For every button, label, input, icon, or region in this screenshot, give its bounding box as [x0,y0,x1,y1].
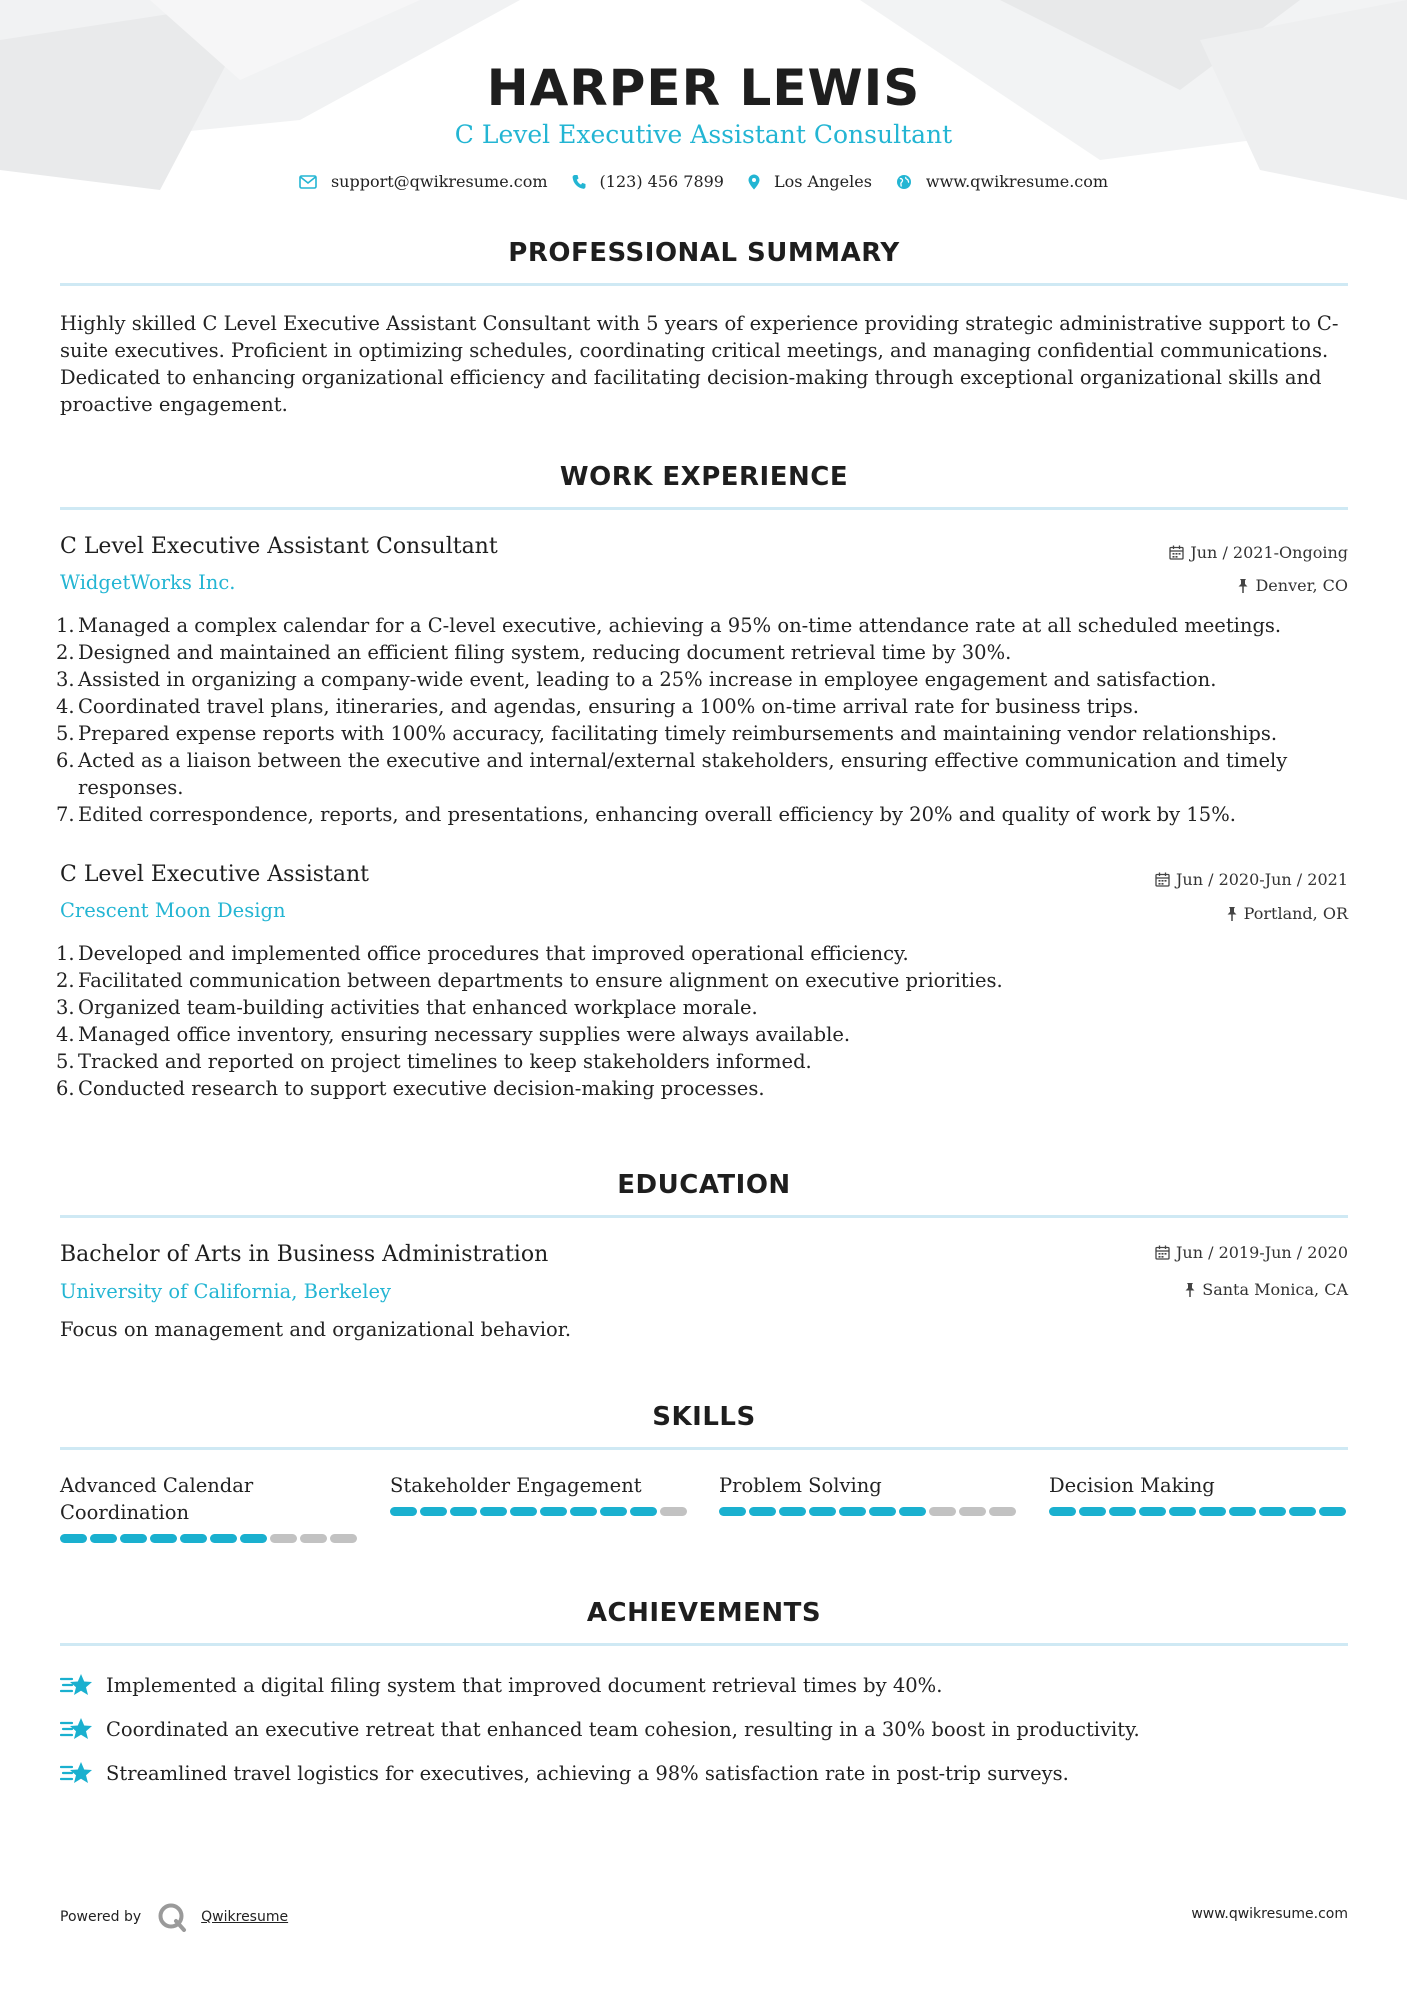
skill-level-segment [150,1534,177,1543]
shooting-star-icon [60,1715,94,1743]
list-item: 3. Organized team-building activities that enhanced workplace morale. [56,996,758,1019]
achievement-item [60,1759,1069,1787]
job-dates-text: Jun / 2020-Jun / 2021 [1175,870,1348,889]
list-item: 1. Developed and implemented office procedures that improved operational efficiency. [56,942,909,965]
job-duties-list [56,940,1348,1102]
skill-level-segment [600,1507,627,1516]
skill-level-segment [719,1507,746,1516]
education-note: Focus on management and organizational behavior. [60,1318,572,1341]
summary-divider [60,283,1348,286]
qwikresume-link[interactable]: Qwikresume [201,1909,289,1925]
footer-website[interactable]: www.qwikresume.com [1191,1906,1348,1922]
achievement-text: Coordinated an executive retreat that enhanced team cohesion, resulting in a 30% boost in productivity. [106,1717,1140,1741]
contact-location [748,172,872,191]
list-item: 6. Acted as a liaison between the executive and internal/external stakeholders, ensuring effective communication and timely responses. [56,749,1288,799]
job-dates-text: Jun / 2021-Ongoing [1190,543,1348,562]
summary-text: Highly skilled C Level Executive Assistant Consultant with 5 years of experience providing strategic administrative support to C-suite executives. Proficient in optimizing schedules, coordinating critical meetings, and managing confidential communications. Dedicated to enhancing organizational efficiency and facilitating decision-making through exceptional organizational skills and proactive engagement. [60,312,1339,416]
education-divider [60,1215,1348,1218]
job-location [1237,576,1348,595]
phone-text: (123) 456 7899 [599,172,724,191]
qwikresume-logo-icon [157,1902,187,1932]
company-name: Crescent Moon Design [60,899,286,922]
skill-level-segment [330,1534,357,1543]
skill-level-bar [1049,1507,1349,1516]
job-dates [1155,870,1348,889]
skill-level-segment [1199,1507,1226,1516]
skill-level-bar [719,1507,1019,1516]
skill-level-segment [120,1534,147,1543]
skill-level-bar [390,1507,690,1516]
summary-heading: PROFESSIONAL SUMMARY [508,238,900,268]
email-text: support@qwikresume.com [330,172,548,191]
skill-level-segment [390,1507,417,1516]
skill-level-segment [540,1507,567,1516]
skill-name: Stakeholder Engagement [390,1474,642,1497]
duty-text: Coordinated travel plans, itineraries, and agendas, ensuring a 100% on-time arrival rate for business trips. [78,695,1139,718]
list-item: 7. Edited correspondence, reports, and presentations, enhancing overall efficiency by 20% and quality of work by 15%. [56,803,1236,826]
duty-text: Assisted in organizing a company-wide event, leading to a 25% increase in employee engagement and satisfaction. [78,668,1217,691]
skill-level-segment [510,1507,537,1516]
contact-bar [0,172,1407,191]
skill-level-segment [959,1507,986,1516]
job-title: C Level Executive Assistant [60,862,369,887]
skill-level-segment [570,1507,597,1516]
skill-level-segment [1229,1507,1256,1516]
skill-item [390,1472,690,1516]
skill-level-segment [929,1507,956,1516]
pushpin-icon [1226,906,1238,922]
calendar-icon [1155,1245,1170,1260]
skill-level-segment [1319,1507,1346,1516]
list-item: 5. Prepared expense reports with 100% accuracy, facilitating timely reimbursements and maintaining vendor relationships. [56,722,1278,745]
list-item: 4. Managed office inventory, ensuring necessary supplies were always available. [56,1023,851,1046]
skill-level-segment [630,1507,657,1516]
duty-text: Facilitated communication between departments to ensure alignment on executive priorities. [78,969,1003,992]
experience-divider [60,507,1348,510]
school-name: University of California, Berkeley [60,1280,392,1303]
skill-level-segment [809,1507,836,1516]
duty-text: Developed and implemented office procedures that improved operational efficiency. [78,942,909,965]
contact-phone[interactable] [572,172,724,191]
job-location-text: Denver, CO [1255,576,1348,595]
achievement-text: Streamlined travel logistics for executives, achieving a 98% satisfaction rate in post-trip surveys. [106,1761,1069,1785]
achievement-item [60,1715,1140,1743]
skill-level-segment [1079,1507,1106,1516]
globe-icon [896,174,912,190]
skills-divider [60,1447,1348,1450]
skill-level-segment [180,1534,207,1543]
achievement-item [60,1671,942,1699]
website-text: www.qwikresume.com [925,172,1109,191]
achievements-heading: ACHIEVEMENTS [586,1598,822,1628]
job-location-text: Portland, OR [1243,904,1348,923]
skill-name: Decision Making [1049,1474,1215,1497]
skill-level-segment [60,1534,87,1543]
skill-level-segment [899,1507,926,1516]
duty-text: Designed and maintained an efficient filing system, reducing document retrieval time by 30%. [78,641,1012,664]
footer-powered-by [60,1902,288,1932]
skill-level-segment [1259,1507,1286,1516]
resume-header [0,58,1407,150]
calendar-icon [1169,545,1184,560]
skill-level-segment [90,1534,117,1543]
list-item: 3. Assisted in organizing a company-wide event, leading to a 25% increase in employee engagement and satisfaction. [56,668,1217,691]
duty-text: Managed office inventory, ensuring necessary supplies were always available. [78,1023,851,1046]
skill-item [719,1472,1019,1516]
list-item: 6. Conducted research to support executive decision-making processes. [56,1077,765,1100]
duty-text: Managed a complex calendar for a C-level executive, achieving a 95% on-time attendance rate at all scheduled meetings. [78,614,1282,637]
pushpin-icon [1184,1282,1196,1298]
skill-level-segment [839,1507,866,1516]
location-text: Los Angeles [773,172,872,191]
skill-level-segment [1109,1507,1136,1516]
skills-heading: SKILLS [652,1402,756,1432]
skill-level-segment [749,1507,776,1516]
phone-icon [572,174,586,190]
skill-level-segment [480,1507,507,1516]
pushpin-icon [1237,578,1249,594]
list-item: 5. Tracked and reported on project timelines to keep stakeholders informed. [56,1050,812,1073]
achievement-text: Implemented a digital filing system that improved document retrieval times by 40%. [106,1673,943,1697]
calendar-icon [1155,872,1170,887]
degree-title: Bachelor of Arts in Business Administration [60,1242,549,1267]
education-dates-text: Jun / 2019-Jun / 2020 [1175,1243,1348,1262]
skill-level-segment [300,1534,327,1543]
list-item: 4. Coordinated travel plans, itineraries, and agendas, ensuring a 100% on-time arrival rate for business trips. [56,695,1139,718]
skill-level-segment [660,1507,687,1516]
duty-text: Organized team-building activities that enhanced workplace morale. [78,996,758,1019]
skill-level-segment [1169,1507,1196,1516]
skill-level-bar [60,1534,360,1543]
candidate-name: HARPER LEWIS [486,59,921,117]
skill-level-segment [420,1507,447,1516]
company-name: WidgetWorks Inc. [60,571,236,594]
job-title: C Level Executive Assistant Consultant [60,534,498,559]
skill-level-segment [270,1534,297,1543]
shooting-star-icon [60,1671,94,1699]
education-dates [1155,1243,1348,1262]
list-item: 2. Facilitated communication between departments to ensure alignment on executive priorities. [56,969,1003,992]
skill-name: Problem Solving [719,1474,882,1497]
achievements-divider [60,1643,1348,1646]
skill-level-segment [1139,1507,1166,1516]
experience-heading: WORK EXPERIENCE [559,462,849,492]
skill-level-segment [1289,1507,1316,1516]
candidate-title: C Level Executive Assistant Consultant [454,120,953,149]
education-location-text: Santa Monica, CA [1202,1280,1348,1299]
contact-email[interactable] [299,172,548,191]
skill-level-segment [240,1534,267,1543]
job-dates [1169,543,1348,562]
map-pin-icon [748,174,760,190]
education-location [1184,1280,1348,1299]
duty-text: Prepared expense reports with 100% accuracy, facilitating timely reimbursements and maintaining vendor relationships. [78,722,1278,745]
skill-level-segment [1049,1507,1076,1516]
duty-text: Edited correspondence, reports, and presentations, enhancing overall efficiency by 20% and quality of work by 15%. [78,803,1236,826]
powered-by-label: Powered by [60,1909,142,1925]
job-duties-list [56,612,1348,828]
contact-website[interactable] [896,172,1108,191]
job-location [1226,904,1348,923]
duty-text: Tracked and reported on project timelines to keep stakeholders informed. [78,1050,812,1073]
skill-level-segment [989,1507,1016,1516]
skill-level-segment [779,1507,806,1516]
skill-level-segment [210,1534,237,1543]
education-heading: EDUCATION [617,1170,791,1200]
skill-name: Advanced Calendar Coordination [60,1474,254,1524]
duty-text: Conducted research to support executive decision-making processes. [78,1077,765,1100]
envelope-icon [299,175,317,189]
skill-level-segment [869,1507,896,1516]
skill-item [60,1472,360,1543]
shooting-star-icon [60,1759,94,1787]
duty-text: Acted as a liaison between the executive and internal/external stakeholders, ensuring effective communication and timely responses. [78,749,1288,799]
skill-level-segment [450,1507,477,1516]
list-item: 1. Managed a complex calendar for a C-level executive, achieving a 95% on-time attendance rate at all scheduled meetings. [56,614,1282,637]
skill-item [1049,1472,1349,1516]
list-item: 2. Designed and maintained an efficient filing system, reducing document retrieval time by 30%. [56,641,1012,664]
